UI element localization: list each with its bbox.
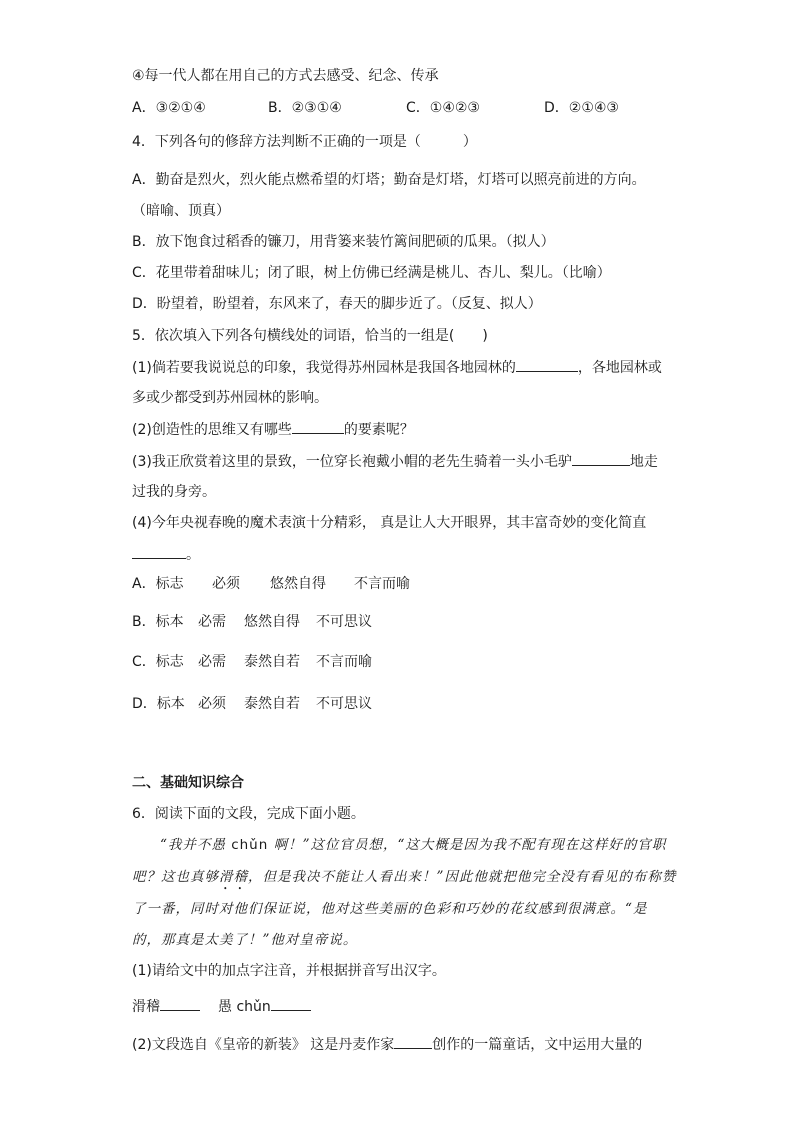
q5-s4-tail: 。 <box>186 547 200 563</box>
q3-item-4: ④每一代人都在用自己的方式去感受、纪念、传承 <box>132 68 439 84</box>
q5-c-word-1: C．标志 <box>132 654 184 670</box>
q4-option-a-note: （暗喻、顶真） <box>132 203 230 219</box>
q5-b-word-1: B．标本 <box>132 614 184 630</box>
q5-a-word-2: 必须 <box>212 576 240 592</box>
passage-l1-b: 啊！”这位官员想，“这大概是因为我不配有现在这样好的官职 <box>268 837 667 853</box>
q5-blank-4[interactable] <box>132 546 186 559</box>
q5-option-b <box>132 614 372 630</box>
blank-1-input[interactable] <box>160 998 200 1011</box>
q5-blank-1[interactable] <box>516 359 578 372</box>
q5-option-a <box>132 576 410 592</box>
q5-c-word-3: 泰然自若 <box>244 654 300 670</box>
q3-option-b: B．②③①④ <box>268 100 342 116</box>
q5-d-word-4: 不可思议 <box>316 696 372 712</box>
q5-sentence-2 <box>132 421 414 438</box>
q5-stem: 5．依次填入下列各句横线处的词语，恰当的一组是( ) <box>132 328 488 344</box>
q5-blank-2[interactable] <box>292 421 344 434</box>
q6-sub-2 <box>132 1036 642 1053</box>
passage-line-4: 的，那真是太美了！”他对皇帝说。 <box>132 932 358 948</box>
passage-pinyin: chǔn <box>231 837 269 853</box>
blank-1-label: 滑稽 <box>132 999 160 1015</box>
q5-a-word-4: 不言而喻 <box>354 576 410 592</box>
blank-2-input[interactable] <box>271 998 311 1011</box>
passage-line-1 <box>160 837 666 853</box>
q5-c-word-4: 不言而喻 <box>316 654 372 670</box>
q6-stem: 6．阅读下面的文段，完成下面小题。 <box>132 806 365 822</box>
q5-sentence-3 <box>132 453 658 470</box>
section-2-title: 二、基础知识综合 <box>132 775 244 791</box>
q5-b-word-3: 悠然自得 <box>244 614 300 630</box>
passage-line-2 <box>132 869 676 893</box>
q5-s1-text: (1)倘若要我说说总的印象，我觉得苏州园林是我国各地园林的 <box>132 360 516 376</box>
q5-d-word-3: 泰然自若 <box>244 696 300 712</box>
q5-s3-tail: 地走 <box>629 454 658 470</box>
q6-sub-1-blanks <box>132 998 311 1015</box>
q3-option-a: A．③②①④ <box>132 100 206 116</box>
q3-option-c: C．①④②③ <box>406 100 480 116</box>
q5-s1-tail: ，各地园林或 <box>577 360 662 376</box>
q5-b-word-4: 不可思议 <box>316 614 372 630</box>
q5-a-word-1: A．标志 <box>132 576 184 592</box>
q5-s2-text: (2)创造性的思维又有哪些 <box>132 422 292 438</box>
q5-blank-3[interactable] <box>572 453 630 466</box>
q6-sub-2-tail: 创作的一篇童话，文中运用大量的 <box>432 1037 643 1053</box>
q4-option-c: C．花里带着甜味儿；闭了眼，树上仿佛已经满是桃儿、杏儿、梨儿。（比喻） <box>132 265 611 281</box>
q6-sub-1: (1)请给文中的加点字注音，并根据拼音写出汉字。 <box>132 963 446 979</box>
q4-option-d: D．盼望着，盼望着，东风来了，春天的脚步近了。（反复、拟人） <box>132 296 542 312</box>
q5-d-word-1: D．标本 <box>132 696 185 712</box>
q4-option-b: B．放下饱食过稻香的镰刀，用背篓来装竹篱间肥硕的瓜果。（拟人） <box>132 234 555 250</box>
q6-sub-2-blank[interactable] <box>394 1036 432 1049</box>
q5-s3-cont: 过我的身旁。 <box>132 484 216 500</box>
q3-option-d: D．②①④③ <box>544 100 619 116</box>
passage-l2-b: ，但是我决不能让人看出来！”因此他就把他完全没有看见的布称赞 <box>248 869 677 885</box>
q5-s1-cont: 多或少都受到苏州园林的影响。 <box>132 390 328 406</box>
passage-l2-a: 吧？这也真够 <box>132 869 219 885</box>
q5-sentence-4: (4)今年央视春晚的魔术表演十分精彩， 真是让人大开眼界，其丰富奇妙的变化简直 <box>132 515 647 531</box>
passage-l1-a: “我并不愚 <box>160 837 232 853</box>
q5-a-word-3: 悠然自得 <box>270 576 326 592</box>
q5-d-word-2: 必须 <box>198 696 226 712</box>
q5-s3-text: (3)我正欣赏着这里的景致，一位穿长袍戴小帽的老先生骑着一头小毛驴 <box>132 454 572 470</box>
q5-option-c <box>132 654 372 670</box>
q4-option-a: A．勤奋是烈火，烈火能点燃希望的灯塔；勤奋是灯塔，灯塔可以照亮前进的方向。 <box>132 172 646 188</box>
q5-option-d <box>132 696 372 712</box>
q3-options <box>132 100 619 116</box>
passage-dotted-word: 滑稽 <box>219 869 248 885</box>
q4-stem: 4．下列各句的修辞方法判断不正确的一项是（ ） <box>132 134 477 150</box>
q5-s4-cont <box>132 546 200 563</box>
q5-s2-tail: 的要素呢？ <box>343 422 414 438</box>
q6-sub-2-text: (2)文段选自《皇帝的新装》 这是丹麦作家 <box>132 1037 395 1053</box>
blank-2-label: 愚 chǔn <box>218 999 271 1015</box>
passage-line-3: 了一番，同时对他们保证说，他对这些美丽的色彩和巧妙的花纹感到很满意。“是 <box>132 901 648 917</box>
q5-b-word-2: 必需 <box>198 614 226 630</box>
q5-c-word-2: 必需 <box>198 654 226 670</box>
q5-sentence-1 <box>132 359 662 376</box>
